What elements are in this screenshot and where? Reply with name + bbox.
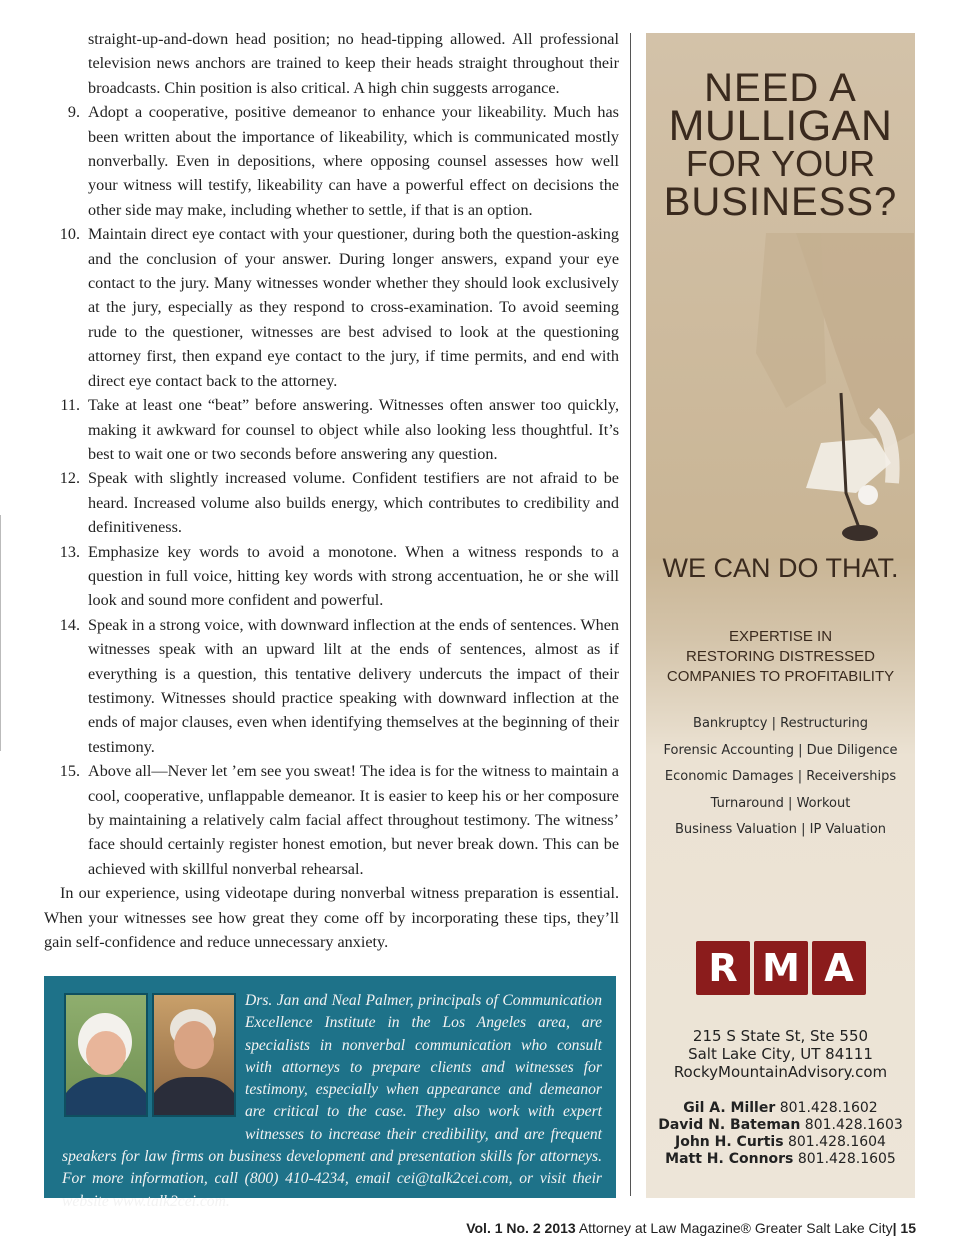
list-item-number: 9.: [67, 103, 80, 122]
page-footer: [466, 1220, 916, 1236]
ad-expertise-line: COMPANIES TO PROFITABILITY: [666, 668, 895, 685]
ad-headline-line: BUSINESS?: [663, 180, 898, 224]
list-item-number: 10.: [59, 225, 80, 244]
ad-expertise: [646, 627, 915, 687]
contact-phone: 801.428.1605: [797, 1151, 896, 1167]
author-bio-box: [44, 976, 616, 1210]
article-lead-continuation: straight-up-and-down head position; no head-tipping allowed. All professional television news anchors are trained to keep their heads straight throughout their broadcasts. Chin position is also critical. A high chin suggests arrogance.: [88, 30, 619, 97]
author-bio-content: Drs. Jan and Neal Palmer, principals of Communication Excellence Institute in the Los Angeles area, are specialists in nonverbal communication who consult with attorneys to prepare clients and witnesses for testimony, especially when appearance and demeanor are critical to the case. They also work with expert witnesses to increase their credibility, and are frequent speakers for law firms on business development and presentation skills for attorneys. For more information, call (800) 410-4234, email cei@talk2cei.com, or visit their website www.talk2cei.com.: [62, 992, 602, 1210]
contact-name: John H. Curtis: [675, 1134, 784, 1150]
list-item-text: Speak in a strong voice, with downward inflection at the ends of sentences. When witnesses speak with an upward lilt at the ends of sentences, almost as if everything is a question, this tentative delivery undercuts the impact of their testimony. Witnesses should practice speaking with downward inflection at the ends of major clauses, even when identifying themselves at the beginning of their testimony.: [88, 615, 619, 756]
footer-year: 2013: [544, 1220, 576, 1236]
ad-headline-line: FOR YOUR: [685, 143, 876, 184]
contact-row: [646, 1100, 915, 1117]
ad-service-item: Turnaround | Workout: [710, 795, 851, 811]
footer-volume: Vol. 1 No. 2: [466, 1220, 541, 1236]
contact-phone: 801.428.1603: [804, 1117, 903, 1133]
rma-logo-letter: M: [754, 941, 808, 995]
rma-logo: [696, 941, 866, 995]
article-body: [44, 27, 619, 954]
list-item-number: 15.: [59, 762, 80, 781]
ad-tagline: WE CAN DO THAT.: [662, 553, 899, 583]
ad-headline: [646, 66, 915, 224]
list-item-text: Speak with slightly increased volume. Confident testifiers are not afraid to be heard. Increased volume also builds energy, which contributes to credibility and definitiveness.: [88, 469, 619, 537]
ad-service-item: Bankruptcy | Restructuring: [693, 716, 868, 731]
contact-name: Matt H. Connors: [665, 1151, 794, 1167]
page-number: 15: [900, 1220, 916, 1236]
ad-address: [646, 1027, 915, 1081]
ad-address-line: 215 S State St, Ste 550: [692, 1027, 869, 1045]
ad-website: RockyMountainAdvisory.com: [673, 1063, 888, 1081]
tips-list: [44, 100, 619, 881]
ad-service-item: Business Valuation | IP Valuation: [674, 822, 887, 837]
contact-name: David N. Bateman: [658, 1117, 801, 1133]
list-item: [44, 466, 619, 539]
ad-headline-line: MULLIGAN: [668, 102, 893, 150]
footer-magazine: Attorney at Law Magazine® Greater Salt Lake City: [578, 1220, 893, 1236]
list-item: [44, 759, 619, 881]
ad-service-item: Economic Damages | Receiverships: [664, 769, 897, 784]
list-item-number: 11.: [60, 396, 80, 415]
contact-name: Gil A. Miller: [683, 1100, 776, 1116]
golfer-photo: [646, 233, 915, 553]
list-item-text: Take at least one “beat” before answering. Witnesses often answer too quickly, making it awkward for counsel to object while also looking less thoughtful. It’s best to wait one or two seconds before answering any question.: [88, 396, 619, 463]
ad-address-line: Salt Lake City, UT 84111: [688, 1045, 873, 1063]
rma-logo-letter: R: [696, 941, 750, 995]
list-item-text: Above all—Never let ’em see you sweat! The idea is for the witness to maintain a cool, cooperative, unflappable demeanor. It is easier to keep his or her composure by maintaining a relatively calm facial affect throughout testimony. The witness’ face should certainly register honest emotion, but never break down. This can be achieved with skillful nonverbal rehearsal.: [88, 762, 619, 878]
list-item: [44, 540, 619, 613]
ad-headline-line: NEED A: [704, 66, 857, 110]
contact-phone: 801.428.1604: [787, 1134, 886, 1150]
article-closing-paragraph: In our experience, using videotape during nonverbal witness preparation is essential. When your witnesses see how great they come off by incorporating these tips, they’ll gain self-confidence and reduce unnecessary anxiety.: [44, 884, 619, 952]
ad-expertise-line: RESTORING DISTRESSED: [686, 648, 875, 665]
contact-row: [646, 1134, 915, 1151]
contact-row: [646, 1151, 915, 1168]
page-edge-mark: [0, 515, 1, 751]
list-item: [44, 393, 619, 466]
author-bio-text: [62, 990, 602, 1213]
ad-services-list: [646, 711, 915, 844]
ad-service-item: Forensic Accounting | Due Diligence: [663, 742, 898, 758]
rma-advertisement: [646, 33, 915, 1198]
list-item-text: Emphasize key words to avoid a monotone. When a witness responds to a question in full voice, hitting key words with strong accentuation, he or she will look and sound more confident and powerful.: [88, 542, 619, 610]
list-item-number: 12.: [59, 469, 80, 488]
footer-separator: |: [892, 1220, 897, 1236]
list-item: [44, 222, 619, 393]
ad-expertise-line: EXPERTISE IN: [728, 628, 833, 645]
list-item: [44, 100, 619, 222]
list-item-number: 14.: [59, 615, 80, 634]
rma-logo-letter: A: [812, 941, 866, 995]
list-item-number: 13.: [59, 542, 80, 561]
contact-row: [646, 1117, 915, 1134]
ad-contacts: [646, 1100, 915, 1168]
column-divider: [630, 33, 631, 1196]
list-item-text: Maintain direct eye contact with your questioner, during both the question-asking and the conclusion of your answer. During longer answers, expand your eye contact to the jury. Many witnesses wonder whether they should look exclusively at the jury, especially as they respond to cross-examination. To avoid seeming rude to the questioner, witnesses are best advised to look at the questioning attorney first, then expand eye contact to the jury, if time permits, and end with direct eye contact back to the attorney.: [88, 225, 619, 390]
list-item-text: Adopt a cooperative, positive demeanor to enhance your likeability. Much has been written about the importance of likeability, which is communicated mostly nonverbally. Even in depositions, where opposing counsel assesses how well your witness will testify, likeability can have a powerful effect on decisions the other side may make, including whether to settle, if that is an option.: [88, 103, 619, 219]
contact-phone: 801.428.1602: [779, 1100, 878, 1116]
list-item: [44, 613, 619, 759]
